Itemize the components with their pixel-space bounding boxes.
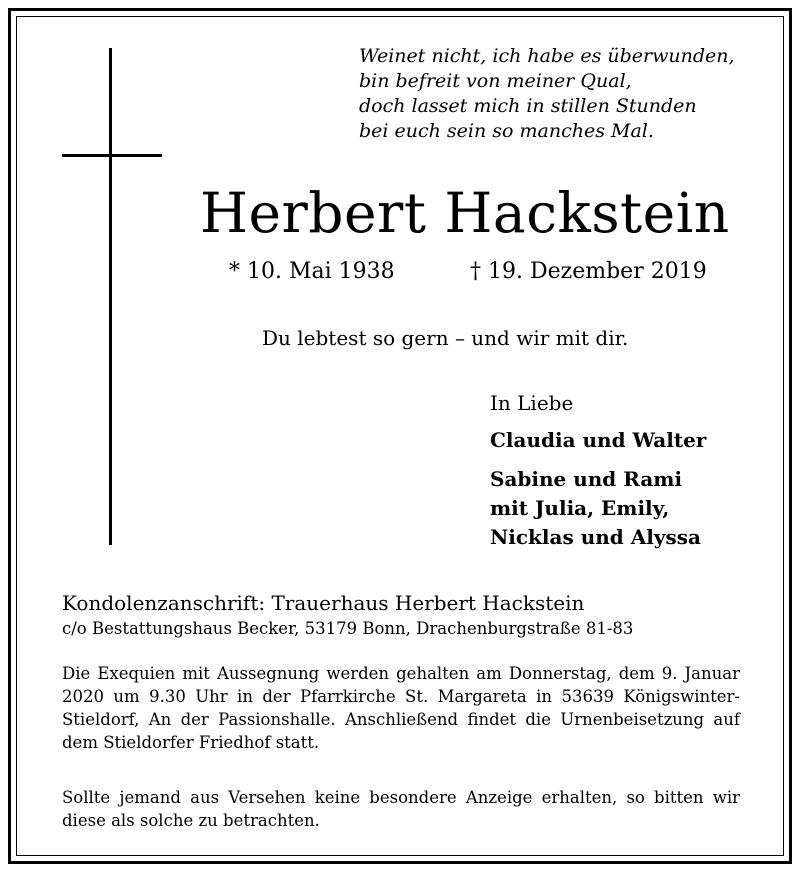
- family-line: Nicklas und Alyssa: [490, 525, 701, 549]
- cross-bar: [62, 154, 162, 157]
- notice-paragraph: Sollte jemand aus Versehen keine besondere Anzeige erhalten, so bitten wir diese als solche zu betrachten.: [62, 788, 740, 830]
- motto: Du lebtest so gern – und wir mit dir.: [262, 326, 629, 350]
- family-intro: In Liebe: [490, 391, 574, 415]
- cross-icon: [109, 48, 112, 545]
- poem-line: bin befreit von meiner Qual,: [359, 70, 632, 92]
- family-group-1: Claudia und Walter: [490, 428, 707, 452]
- family-group-2: [490, 465, 701, 552]
- poem-line: bei euch sein so manches Mal.: [359, 120, 654, 142]
- birth-date: * 10. Mai 1938: [229, 259, 395, 284]
- family-line: mit Julia, Emily,: [490, 496, 670, 520]
- service-paragraph: Die Exequien mit Aussegnung werden gehalten am Donnerstag, dem 9. Januar 2020 um 9.30 Uhr in der Pfarrkirche St. Margareta in 53639 Königswinter-Stieldorf, An der Passionshalle. Anschließend findet die Urnenbeisetzung auf dem Stieldorfer Friedhof statt.: [62, 664, 740, 752]
- family-line: Sabine und Rami: [490, 467, 683, 491]
- condolence-address: c/o Bestattungshaus Becker, 53179 Bonn, Drachenburgstraße 81-83: [62, 619, 634, 638]
- death-date: † 19. Dezember 2019: [470, 259, 707, 284]
- poem-line: doch lasset mich in stillen Stunden: [359, 95, 697, 117]
- deceased-name: Herbert Hackstein: [200, 181, 730, 245]
- poem: [359, 44, 779, 144]
- poem-line: Weinet nicht, ich habe es überwunden,: [359, 45, 735, 67]
- condolence-title: Kondolenzanschrift: Trauerhaus Herbert Hackstein: [62, 591, 585, 615]
